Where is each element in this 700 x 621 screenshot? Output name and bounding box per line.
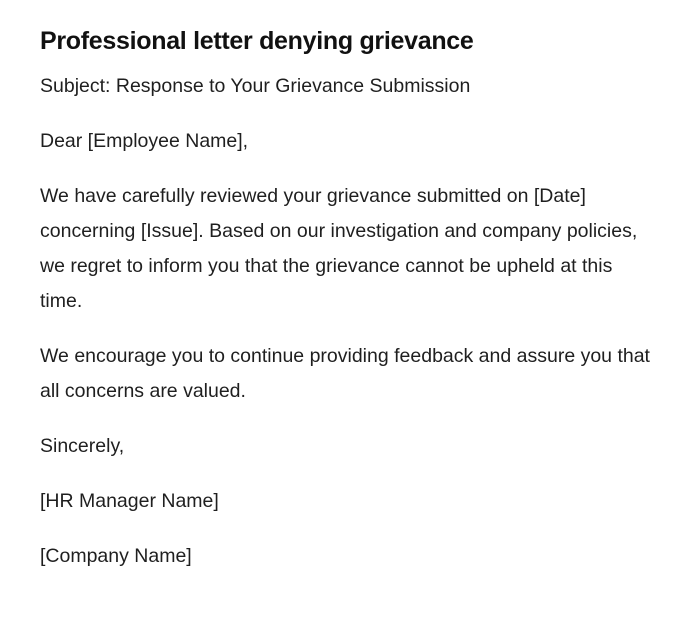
- closing: Sincerely,: [40, 435, 125, 457]
- body-paragraph-2: We encourage you to continue providing feedback and assure you that all concerns are valued.: [40, 345, 650, 402]
- letter-title: Professional letter denying grievance: [40, 27, 474, 55]
- body-paragraph-1: We have carefully reviewed your grievance submitted on [Date] concerning [Issue]. Based on our investigation and company policies, we regret to inform you that the grievance cannot be upheld at this time.: [40, 185, 638, 312]
- signature-name: [HR Manager Name]: [40, 490, 219, 512]
- signature-company: [Company Name]: [40, 545, 192, 567]
- salutation: Dear [Employee Name],: [40, 130, 249, 152]
- letter-document: [40, 22, 660, 574]
- subject-line: Subject: Response to Your Grievance Submission: [40, 75, 471, 97]
